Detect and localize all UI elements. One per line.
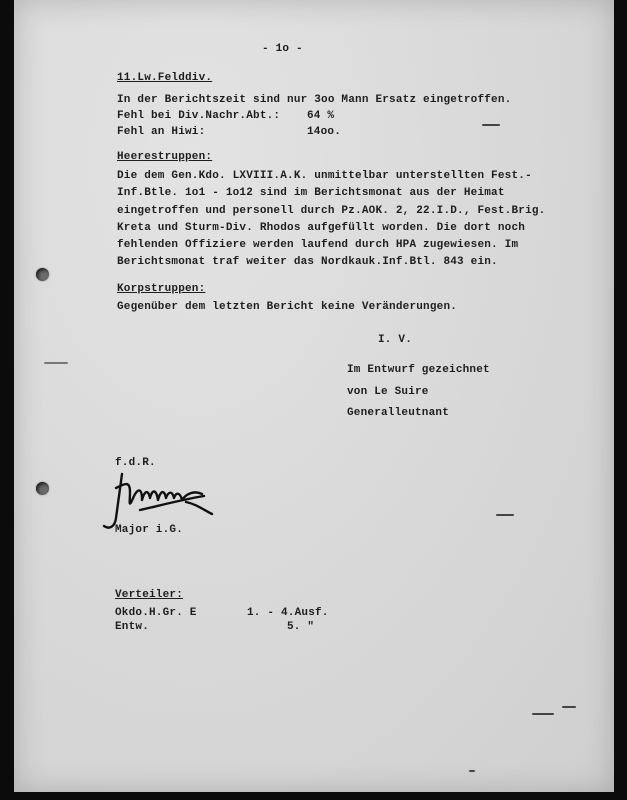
document-page — [14, 0, 614, 792]
signatory-name: von Le Suire — [347, 386, 429, 398]
paper-speck — [496, 514, 514, 516]
fdr-label: f.d.R. — [115, 457, 156, 469]
heerestruppen-line: eingetroffen und personell durch Pz.AOK. 2, 22.I.D., Fest.Brig. — [117, 205, 546, 217]
fdr-rank: Major i.G. — [115, 524, 184, 536]
paper-speck — [562, 706, 576, 708]
heerestruppen-line: fehlenden Offiziere werden laufend durch HPA zugewiesen. Im — [117, 239, 519, 251]
fehl-hiwi-value: 14oo. — [307, 126, 342, 138]
korpstruppen-heading: Korpstruppen: — [117, 283, 206, 295]
paper-speck — [482, 124, 500, 126]
heerestruppen-line: Die dem Gen.Kdo. LXVIII.A.K. unmittelbar unterstellten Fest.- — [117, 170, 532, 182]
verteiler-row-name: Okdo.H.Gr. E — [115, 607, 197, 619]
fehl-div-label: Fehl bei Div.Nachr.Abt.: — [117, 110, 281, 122]
paper-speck — [44, 362, 68, 364]
heerestruppen-heading: Heerestruppen: — [117, 151, 213, 163]
entwurf-text: Im Entwurf gezeichnet — [347, 364, 490, 376]
signatory-rank: Generalleutnant — [347, 407, 450, 419]
heerestruppen-line: Kreta und Sturm-Div. Rhodos aufgefüllt worden. Die dort noch — [117, 222, 526, 234]
division-ersatz-text: In der Berichtszeit sind nur 3oo Mann Ersatz eingetroffen. — [117, 94, 512, 106]
fehl-div-value: 64 % — [307, 110, 335, 122]
page-number: - 1o - — [262, 43, 303, 55]
verteiler-row-value: 5. " — [287, 621, 315, 633]
heerestruppen-line: Inf.Btle. 1o1 - 1o12 sind im Berichtsmonat aus der Heimat — [117, 187, 505, 199]
division-heading: 11.Lw.Felddiv. — [117, 72, 213, 84]
paper-speck — [469, 770, 475, 772]
verteiler-heading: Verteiler: — [115, 589, 184, 601]
verteiler-row-name: Entw. — [115, 621, 150, 633]
verteiler-row-value: 1. - 4.Ausf. — [247, 607, 329, 619]
korpstruppen-text: Gegenüber dem letzten Bericht keine Veränderungen. — [117, 301, 458, 313]
paper-speck — [532, 713, 554, 715]
punch-hole-top — [36, 268, 49, 281]
fehl-hiwi-label: Fehl an Hiwi: — [117, 126, 206, 138]
heerestruppen-line: Berichtsmonat traf weiter das Nordkauk.Inf.Btl. 843 ein. — [117, 256, 498, 268]
iv-label: I. V. — [378, 334, 413, 346]
punch-hole-bottom — [36, 482, 49, 495]
